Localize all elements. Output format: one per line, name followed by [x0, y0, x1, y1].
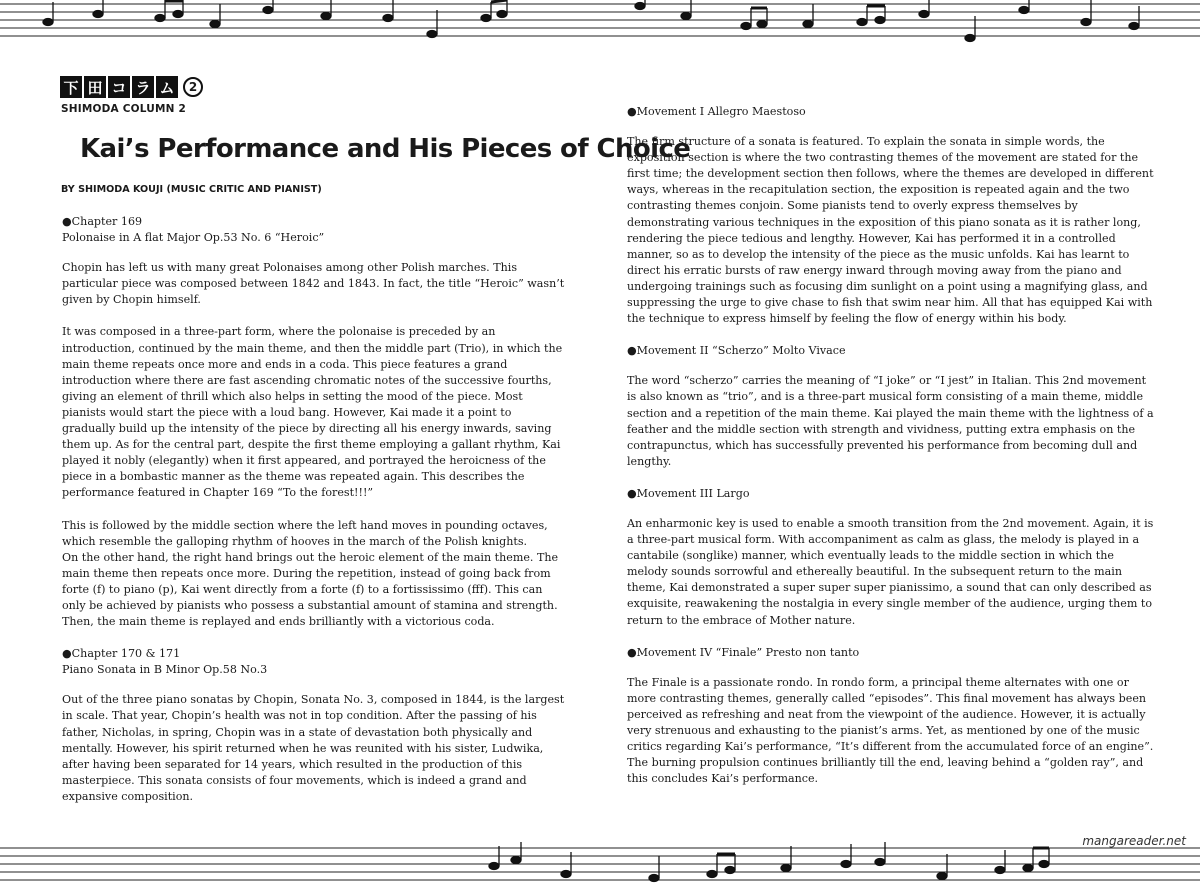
- byline: BY SHIMODA KOUJI (MUSIC CRITIC AND PIANIST): [61, 184, 322, 195]
- column-label: SHIMODA COLUMN 2: [61, 103, 187, 115]
- page-title: Kai’s Performance and His Pieces of Choice: [80, 134, 691, 164]
- header-number-badge: 2: [183, 77, 203, 97]
- header-kanji-3: コ: [108, 76, 130, 98]
- chapter-heading: ●Chapter 169: [62, 215, 143, 228]
- movement-heading: ●Movement I Allegro Maestoso: [627, 105, 806, 118]
- header-kanji-2: 田: [84, 76, 106, 98]
- movement-heading: ●Movement II “Scherzo” Molto Vivace: [627, 344, 846, 358]
- paragraph: The Finale is a passionate rondo. In rondo form, a principal theme alternates with one or more contrasting themes, generally called “episodes”. This final movement has always been perceived as refreshing and neat from the viewpoint of the audience. However, it is actually very strenuous and exhausting to the pianist’s arms. Yet, as mentioned by one of the music critics regarding Kai’s performance, “It’s different from the accumulated force of an engine”. The burning propulsion continues brilliantly till the end, leaving behind a “golden ray”, and this concludes Kai’s performance.: [627, 675, 1154, 786]
- paragraph: On the other hand, the right hand brings out the heroic element of the main theme. The main theme then repeats once more. During the repetition, instead of going back from forte (f) to piano (p), Kai went directly from a forte (f) to a fortississimo (fff). This can only be achieved by pianists who possess a substantial amount of stamina and strength. Then, the main theme is replayed and ends brilliantly with a victorious coda.: [62, 550, 559, 629]
- paragraph: The word “scherzo” carries the meaning of “I joke” or “I jest” in Italian. This 2nd movement is also known as “trio”, and is a three-part musical form consisting of a main theme, middle section and a repetition of the main theme. Kai played the main theme with the lightness of a feather and the middle section with strength and vividness, putting extra emphasis on the contrapunctus, which has successfully prevented his performance from becoming dull and lengthy.: [627, 374, 1154, 468]
- paragraph: This is followed by the middle section where the left hand moves in pounding octaves, which resemble the galloping rhythm of hooves in the march of the Polish knights.: [62, 518, 548, 548]
- music-staff-bottom: [0, 838, 1200, 886]
- movement-heading: ●Movement III Largo: [627, 486, 750, 500]
- header-kanji-5: ム: [156, 76, 178, 98]
- header-kanji-1: 下: [60, 76, 82, 98]
- section-heading: [62, 214, 568, 246]
- music-staff-top: [0, 0, 1200, 46]
- piece-title: Polonaise in A flat Major Op.53 No. 6 “Heroic”: [62, 231, 325, 245]
- paragraph: Out of the three piano sonatas by Chopin, Sonata No. 3, composed in 1844, is the largest in scale. That year, Chopin’s health was not in top condition. After the passing of his father, Nicholas, in spring, Chopin was in a state of devastation both physically and mentally. However, his spirit returned when he was reunited with his sister, Ludwika, after having been separated for 14 years, which resulted in the production of this masterpiece. This sonata consists of four movements, which is indeed a grand and expansive composition.: [62, 693, 565, 803]
- header-kanji-4: ラ: [132, 76, 154, 98]
- music-staff-top-graphic: [0, 0, 1200, 46]
- music-staff-bottom-graphic: [0, 838, 1200, 886]
- section-heading: [62, 646, 568, 678]
- paragraph: It was composed in a three-part form, where the polonaise is preceded by an introduction, continued by the main theme, and then the middle part (Trio), in which the main theme repeats once more and ends in a coda. This piece features a grand introduction where there are fast ascending chromatic notes of the successive fourths, giving an element of thrill which also helps in setting the mood of the piece. Most pianists would start the piece with a loud bang. However, Kai made it a point to gradually build up the intensity of the piece by directing all his energy inwards, saving them up. As for the central part, despite the first theme employing a gallant rhythm, Kai played it nobly (elegantly) when it first appeared, and portrayed the heroicness of the piece in a bombastic manner as the theme was repeated again. This describes the performance featured in Chapter 169 “To the forest!!!”: [62, 325, 563, 500]
- watermark: mangareader.net: [1082, 834, 1186, 848]
- left-column: [62, 214, 568, 821]
- movement-heading: ●Movement IV “Finale” Presto non tanto: [627, 645, 860, 659]
- paragraph: The firm structure of a sonata is featured. To explain the sonata in simple words, the exposition section is where the two contrasting themes of the movement are stated for the first time; the development section then follows, where the themes are developed in different ways, whereas in the recapitulation section, the exposition is repeated again and the two contrasting themes conjoin. Some pianists tend to overly express themselves by demonstrating various techniques in the exposition of this piano sonata as it is rather long, rendering the piece tedious and lengthy. However, Kai has performed it in a controlled manner, so as to develop the intensity of the piece as the music unfolds. Kai has learnt to direct his erratic bursts of raw energy inward through moving away from the piano and undergoing trainings such as focusing dim sunlight on a point using a magnifying glass, and suppressing the urge to give chase to fish that swim near him. All that has equipped Kai with the technique to express himself by feeling the flow of energy within his body.: [627, 135, 1154, 326]
- piece-title: Piano Sonata in B Minor Op.58 No.3: [62, 663, 268, 677]
- paragraph: An enharmonic key is used to enable a smooth transition from the 2nd movement. Again, it is a three-part musical form. With accompaniment as calm as glass, the melody is played in a cantabile (songlike) manner, which eventually leads to the middle section in which the melody sounds sorrowful and ethereally beautiful. In the subsequent return to the main theme, Kai demonstrated a super super super pianissimo, a sound that can only described as exquisite, reawakening the nostalgia in every single member of the audience, urging them to return to the embrace of Mother nature.: [627, 516, 1154, 627]
- right-column: [627, 104, 1155, 803]
- chapter-heading: ●Chapter 170 & 171: [62, 647, 181, 661]
- column-header: [60, 76, 203, 98]
- paragraph: Chopin has left us with many great Polonaises among other Polish marches. This particular piece was composed between 1842 and 1843. In fact, the title “Heroic” wasn’t given by Chopin himself.: [62, 261, 565, 307]
